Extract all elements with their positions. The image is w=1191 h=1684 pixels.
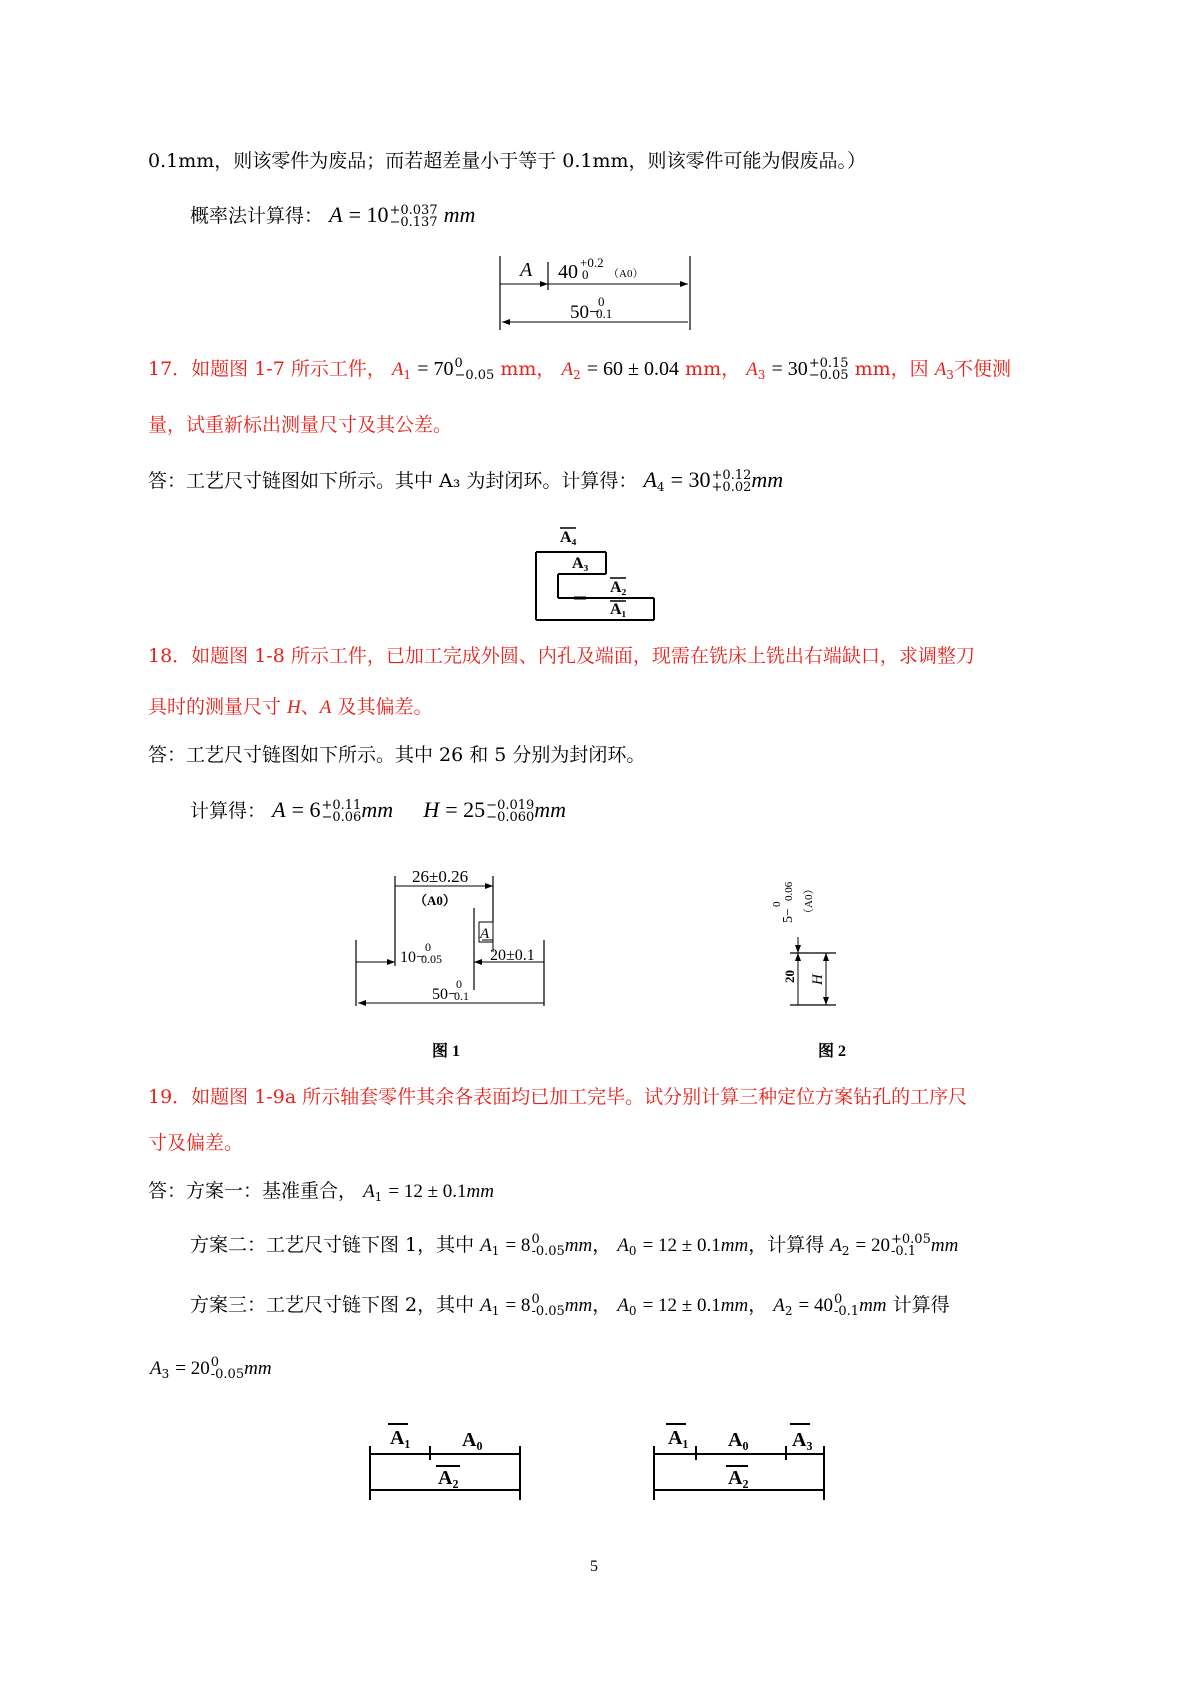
svg-text:A₀: A₀ <box>728 1429 749 1451</box>
svg-text:A₀: A₀ <box>462 1429 483 1451</box>
question-18-line-2: 具时的测量尺寸 H、A 及其偏差。 <box>148 696 433 718</box>
figure-1-caption: 图 1 <box>432 1043 461 1060</box>
svg-text:10−: 10− <box>400 949 426 966</box>
svg-text:A: A <box>480 926 490 942</box>
svg-text:A₄: A₄ <box>560 529 577 546</box>
figure-19-chain-1 <box>366 1418 526 1504</box>
svg-text:+0.2: +0.2 <box>580 255 604 270</box>
svg-text:0: 0 <box>456 977 462 991</box>
figure-dimension-chain-0 <box>496 254 696 334</box>
text-line-1: 0.1mm，则该零件为废品；而若超差量小于等于 0.1mm，则该零件可能为假废品。） <box>148 150 867 172</box>
figure-2-caption: 图 2 <box>818 1043 847 1060</box>
svg-text:H: H <box>810 974 826 985</box>
svg-text:0: 0 <box>598 294 605 309</box>
svg-text:A: A <box>520 259 533 281</box>
question-18-line-1: 18．如题图 1-8 所示工件，已加工完成外圆、内孔及端面，现需在铣床上铣出右端缺口，求调整刀 <box>148 645 975 667</box>
answer-19-scheme-3: 方案三：工艺尺寸链下图 2，其中 $A_1 = 8$ 0 -0.05 mm， $A_0 = 12 \pm 0.1mm$， $A_2 = 40$ 0 -0.1 mm 计算得 <box>190 1292 950 1319</box>
figure-18-chain-2 <box>760 855 860 1015</box>
svg-text:（A0）: （A0） <box>608 268 644 280</box>
svg-text:50−: 50− <box>570 302 600 323</box>
answer-19-scheme-1: 答：方案一：基准重合， $A_1 = 12 \pm 0.1mm$ <box>148 1180 494 1204</box>
answer-18-calculation: 计算得： A = 6 +0.11 −0.06 mm H = 25 −0.019 −0.060 mm <box>190 797 567 825</box>
svg-text:20±0.1: 20±0.1 <box>490 947 535 964</box>
answer-19-a3-result: $A_3 = 20$ 0 -0.05 mm <box>150 1355 272 1382</box>
svg-text:20: 20 <box>782 970 797 983</box>
svg-text:0: 0 <box>582 267 589 282</box>
svg-text:0.1: 0.1 <box>454 989 469 1003</box>
svg-text:A₃: A₃ <box>572 555 589 572</box>
question-19-line-2: 寸及偏差。 <box>148 1132 244 1154</box>
svg-text:A₁: A₁ <box>390 1427 411 1449</box>
answer-17: 答：工艺尺寸链图如下所示。其中 A₃ 为封闭环。计算得： $A_4 = 30$ +0.12 +0.02 mm <box>148 467 784 495</box>
svg-text:0: 0 <box>425 940 431 954</box>
svg-text:0.06: 0.06 <box>783 881 795 901</box>
svg-text:A₁: A₁ <box>668 1427 689 1449</box>
svg-text:0: 0 <box>771 901 783 907</box>
svg-text:5−: 5− <box>781 908 796 923</box>
probability-result: 概率法计算得： A = 10 +0.037 −0.137 mm <box>190 202 476 230</box>
svg-text:A₃: A₃ <box>792 1429 813 1451</box>
question-17-line-1: 17．如题图 1-7 所示工件， $A_1 = 70$ 0 −0.05 mm， $A_2 = 60 \pm 0.04$ mm， $A_3 = 30$ +0.15 −0.05 mm，因 $A_3$不便测 <box>148 356 1011 383</box>
svg-text:A₁: A₁ <box>610 601 627 618</box>
svg-text:（A0）: （A0） <box>414 893 456 908</box>
answer-18: 答：工艺尺寸链图如下所示。其中 26 和 5 分别为封闭环。 <box>148 744 646 766</box>
svg-text:（A0）: （A0） <box>803 883 815 919</box>
question-19-line-1: 19．如题图 1-9a 所示轴套零件其余各表面均已加工完毕。试分别计算三种定位方案钻孔的工序尺 <box>148 1086 968 1108</box>
figure-19-chain-2 <box>650 1418 830 1504</box>
svg-text:0.05: 0.05 <box>421 952 442 966</box>
answer-19-scheme-2: 方案二：工艺尺寸链下图 1，其中 $A_1 = 8$ 0 -0.05 mm， $A_0 = 12 \pm 0.1mm$，计算得 $A_2 = 20$ +0.05 -0.1 mm <box>190 1232 959 1259</box>
svg-text:50−: 50− <box>432 986 458 1003</box>
svg-text:26±0.26: 26±0.26 <box>412 867 469 886</box>
svg-text:A₂: A₂ <box>728 1467 749 1489</box>
page-number: 5 <box>590 1558 598 1575</box>
svg-text:A₂: A₂ <box>610 579 627 596</box>
figure-17-dimension-chain <box>530 524 660 624</box>
question-17-line-2: 量，试重新标出测量尺寸及其公差。 <box>148 414 453 436</box>
svg-text:A₂: A₂ <box>438 1467 459 1489</box>
figure-18-chain-1 <box>350 860 560 1010</box>
svg-text:40: 40 <box>558 261 578 283</box>
svg-text:0.1: 0.1 <box>596 306 613 321</box>
